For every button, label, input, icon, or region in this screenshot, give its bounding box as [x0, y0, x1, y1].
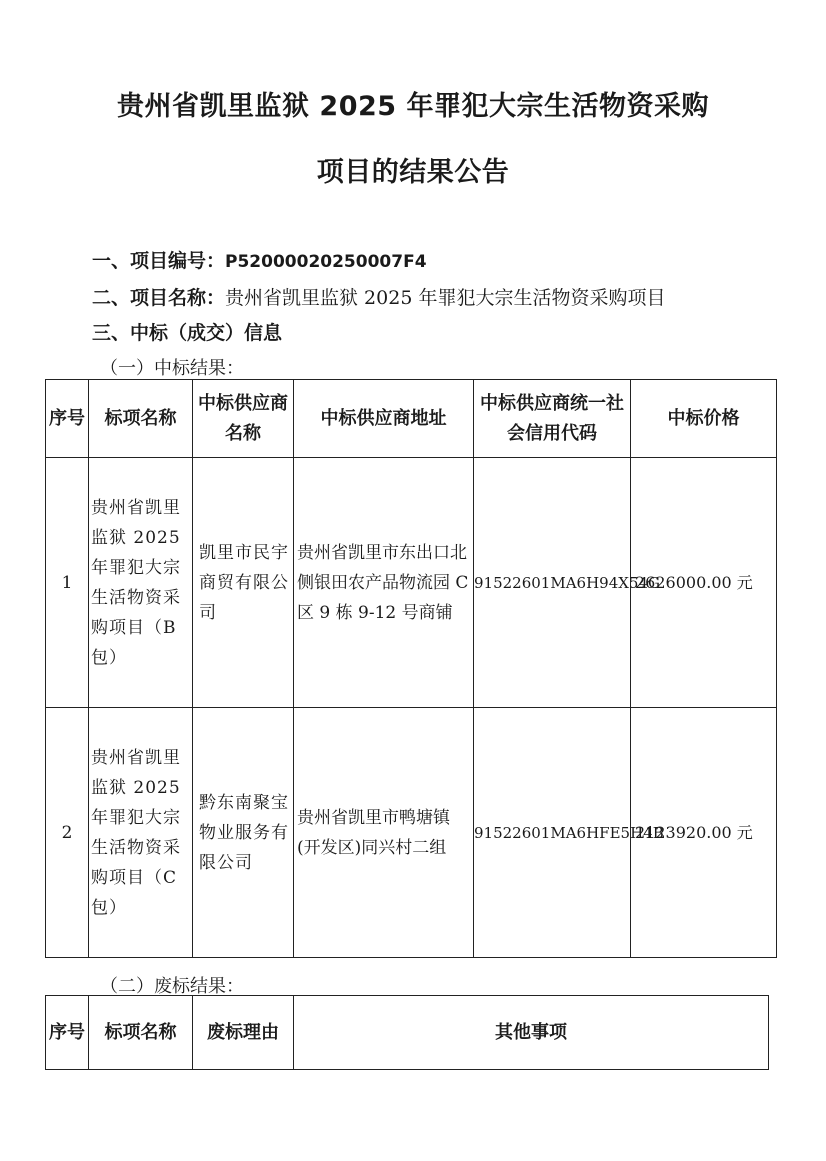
row-credit-code: 91522601MA6H94X54G: [474, 458, 631, 708]
table-row: [46, 458, 777, 708]
header-supplier-address: 中标供应商地址: [294, 380, 474, 458]
table-row: [46, 708, 777, 958]
project-name-value: 贵州省凯里监狱 2025 年罪犯大宗生活物资采购项目: [225, 287, 666, 309]
row-item-name: 贵州省凯里监狱 2025 年罪犯大宗生活物资采购项目（C 包）: [89, 708, 193, 958]
table-header-row: [46, 996, 769, 1070]
header-credit-code: 中标供应商统一社会信用代码: [474, 380, 631, 458]
row-address: 贵州省凯里市东出口北侧银田农产品物流园 C 区 9 栋 9-12 号商铺: [294, 458, 474, 708]
row-supplier: 凯里市民宇商贸有限公司: [193, 458, 294, 708]
subsection-award-result: （一）中标结果：: [100, 358, 244, 379]
row-seq: 1: [46, 458, 89, 708]
award-result-table: [45, 379, 777, 958]
page-title-line1: 贵州省凯里监狱 2025 年罪犯大宗生活物资采购: [117, 91, 709, 122]
row-credit-code: 91522601MA6HFE5H4B: [474, 708, 631, 958]
page-title-line2: 项目的结果公告: [316, 157, 510, 188]
project-name-label: 二、项目名称：: [92, 287, 226, 309]
row-supplier: 黔东南聚宝物业服务有限公司: [193, 708, 294, 958]
project-number-value: P52000020250007F4: [225, 252, 427, 272]
subsection-void-result: （二）废标结果：: [100, 976, 244, 997]
row-price: 2626000.00 元: [631, 458, 777, 708]
void-result-table: [45, 995, 769, 1070]
header-seq: 序号: [46, 996, 89, 1070]
header-other-matters: 其他事项: [294, 996, 769, 1070]
table-header-row: [46, 380, 777, 458]
section-award-heading: [92, 318, 282, 345]
header-seq: 序号: [46, 380, 89, 458]
header-item-name: 标项名称: [89, 996, 193, 1070]
section-award-label: 三、中标（成交）信息: [92, 322, 283, 344]
project-name: [92, 283, 665, 310]
header-supplier-name: 中标供应商名称: [193, 380, 294, 458]
header-void-reason: 废标理由: [193, 996, 294, 1070]
row-seq: 2: [46, 708, 89, 958]
row-address: 贵州省凯里市鸭塘镇(开发区)同兴村二组: [294, 708, 474, 958]
project-number-label: 一、项目编号：: [92, 250, 226, 272]
row-item-name: 贵州省凯里监狱 2025 年罪犯大宗生活物资采购项目（B 包）: [89, 458, 193, 708]
header-item-name: 标项名称: [89, 380, 193, 458]
header-price: 中标价格: [631, 380, 777, 458]
row-price: 2123920.00 元: [631, 708, 777, 958]
project-number: [92, 246, 427, 273]
